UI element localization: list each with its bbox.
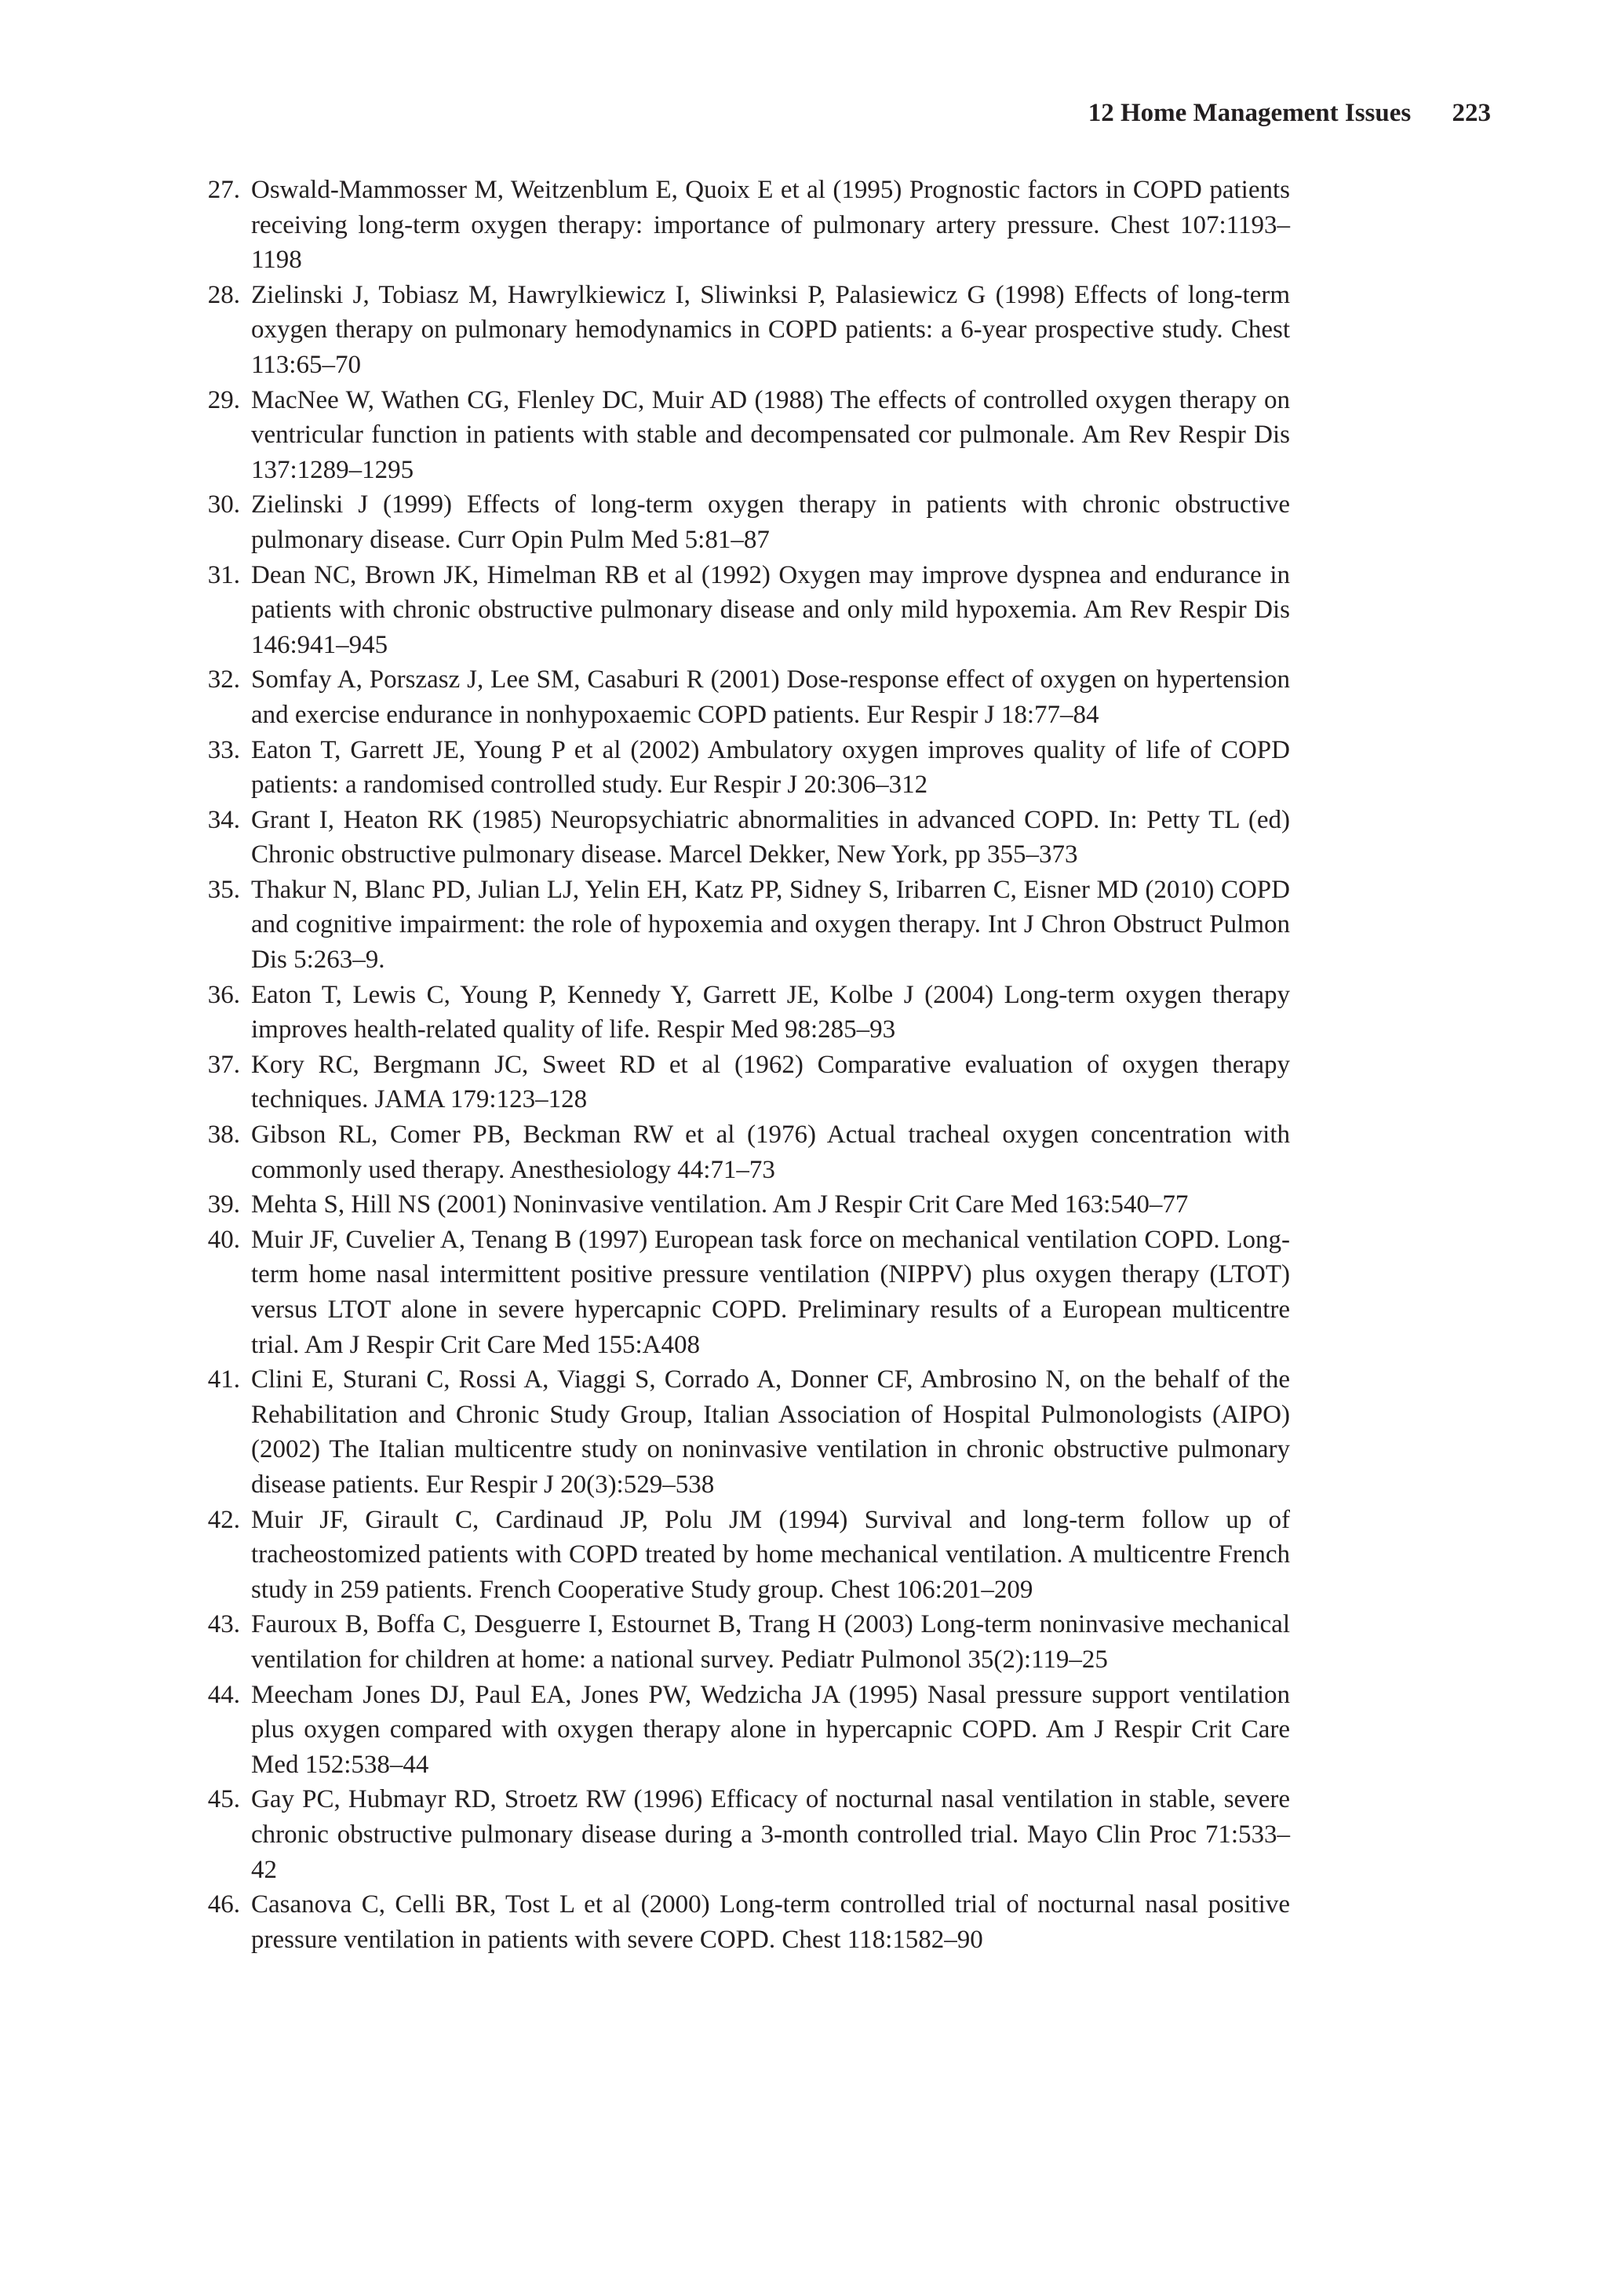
running-head: [1088, 96, 1491, 130]
reference-text: MacNee W, Wathen CG, Flenley DC, Muir AD (1988) The effects of controlled oxygen therapy on ventricular function in patients with stable and decompensated cor pulmonale. Am Rev Respir Dis 137:1289–1295: [251, 385, 1290, 484]
reference-number: 32.: [207, 665, 240, 694]
reference-number: 41.: [207, 1365, 240, 1394]
reference-item: [198, 558, 1290, 663]
reference-text: Eaton T, Garrett JE, Young P et al (2002) Ambulatory oxygen improves quality of life of COPD patients: a randomised controlled study. Eur Respir J 20:306–312: [251, 735, 1290, 800]
reference-number: 31.: [207, 560, 240, 589]
reference-text: Zielinski J, Tobiasz M, Hawrylkiewicz I, Sliwinksi P, Palasiewicz G (1998) Effects of long-term oxygen therapy on pulmonary hemodynamics in COPD patients: a 6-year prospective study. Chest 113:65–70: [251, 280, 1290, 379]
reference-text: Dean NC, Brown JK, Himelman RB et al (1992) Oxygen may improve dyspnea and endurance in patients with chronic obstructive pulmonary disease and only mild hypoxemia. Am Rev Respir Dis 146:941–945: [251, 560, 1290, 659]
reference-text: Mehta S, Hill NS (2001) Noninvasive ventilation. Am J Respir Crit Care Med 163:540–77: [251, 1190, 1189, 1219]
reference-item: [198, 662, 1290, 732]
reference-number: 28.: [207, 280, 240, 309]
reference-text: Oswald-Mammosser M, Weitzenblum E, Quoix E et al (1995) Prognostic factors in COPD patients receiving long-term oxygen therapy: importance of pulmonary artery pressure. Chest 107:1193–1198: [251, 176, 1290, 275]
reference-item: [198, 383, 1290, 488]
reference-number: 43.: [207, 1610, 240, 1639]
page-number: 223: [1452, 99, 1491, 127]
reference-text: Casanova C, Celli BR, Tost L et al (2000) Long-term controlled trial of nocturnal nasal positive pressure ventilation in patients with severe COPD. Chest 118:1582–90: [251, 1890, 1290, 1954]
reference-number: 40.: [207, 1225, 240, 1254]
reference-number: 42.: [207, 1505, 240, 1534]
reference-item: [198, 803, 1290, 873]
reference-item: [198, 733, 1290, 803]
reference-number: 39.: [207, 1190, 240, 1219]
reference-number: 27.: [207, 176, 240, 204]
reference-text: Kory RC, Bergmann JC, Sweet RD et al (1962) Comparative evaluation of oxygen therapy techniques. JAMA 179:123–128: [251, 1050, 1290, 1114]
reference-number: 45.: [207, 1785, 240, 1814]
reference-item: [198, 487, 1290, 557]
reference-item: [198, 1607, 1290, 1677]
reference-item: [198, 978, 1290, 1048]
reference-number: 33.: [207, 735, 240, 764]
reference-item: [198, 1887, 1290, 1957]
reference-list: [198, 173, 1290, 1957]
reference-item: [198, 1362, 1290, 1502]
reference-text: Clini E, Sturani C, Rossi A, Viaggi S, Corrado A, Donner CF, Ambrosino N, on the behalf of the Rehabilitation and Chronic Study Group, Italian Association of Hospital Pulmonologists (AIPO) (2002) The Italian multicentre study on noninvasive ventilation in chronic obstructive pulmonary disease patients. Eur Respir J 20(3):529–538: [251, 1365, 1290, 1499]
reference-number: 37.: [207, 1050, 240, 1079]
reference-number: 30.: [207, 490, 240, 519]
reference-text: Fauroux B, Boffa C, Desguerre I, Estournet B, Trang H (2003) Long-term noninvasive mechanical ventilation for children at home: a national survey. Pediatr Pulmonol 35(2):119–25: [251, 1610, 1290, 1674]
chapter-title: 12 Home Management Issues: [1088, 99, 1412, 127]
reference-item: [198, 1048, 1290, 1117]
reference-text: Muir JF, Cuvelier A, Tenang B (1997) European task force on mechanical ventilation COPD. Long-term home nasal intermittent positive pressure ventilation (NIPPV) plus oxygen therapy (LTOT) versus LTOT alone in severe hypercapnic COPD. Preliminary results of a European multicentre trial. Am J Respir Crit Care Med 155:A408: [251, 1225, 1290, 1359]
reference-number: 36.: [207, 980, 240, 1009]
reference-text: Meecham Jones DJ, Paul EA, Jones PW, Wedzicha JA (1995) Nasal pressure support ventilation plus oxygen compared with oxygen therapy alone in hypercapnic COPD. Am J Respir Crit Care Med 152:538–44: [251, 1680, 1290, 1779]
reference-item: [198, 1503, 1290, 1608]
reference-number: 38.: [207, 1121, 240, 1150]
reference-text: Zielinski J (1999) Effects of long-term oxygen therapy in patients with chronic obstructive pulmonary disease. Curr Opin Pulm Med 5:81–87: [251, 490, 1290, 554]
reference-text: Somfay A, Porszasz J, Lee SM, Casaburi R (2001) Dose-response effect of oxygen on hypertension and exercise endurance in nonhypoxaemic COPD patients. Eur Respir J 18:77–84: [251, 665, 1290, 729]
reference-text: Gay PC, Hubmayr RD, Stroetz RW (1996) Efficacy of nocturnal nasal ventilation in stable, severe chronic obstructive pulmonary disease during a 3-month controlled trial. Mayo Clin Proc 71:533–42: [251, 1785, 1290, 1884]
reference-item: [198, 173, 1290, 278]
reference-item: [198, 873, 1290, 978]
reference-text: Grant I, Heaton RK (1985) Neuropsychiatric abnormalities in advanced COPD. In: Petty TL (ed) Chronic obstructive pulmonary disease. Marcel Dekker, New York, pp 355–373: [251, 805, 1290, 869]
reference-number: 44.: [207, 1680, 240, 1709]
reference-item: [198, 1223, 1290, 1362]
reference-number: 35.: [207, 875, 240, 904]
reference-text: Thakur N, Blanc PD, Julian LJ, Yelin EH, Katz PP, Sidney S, Iribarren C, Eisner MD (2010) COPD and cognitive impairment: the role of hypoxemia and oxygen therapy. Int J Chron Obstruct Pulmon Dis 5:263–9.: [251, 875, 1290, 975]
reference-item: [198, 1117, 1290, 1187]
reference-number: 34.: [207, 805, 240, 834]
reference-text: Gibson RL, Comer PB, Beckman RW et al (1976) Actual tracheal oxygen concentration with commonly used therapy. Anesthesiology 44:71–73: [251, 1121, 1290, 1184]
reference-text: Eaton T, Lewis C, Young P, Kennedy Y, Garrett JE, Kolbe J (2004) Long-term oxygen therapy improves health-related quality of life. Respir Med 98:285–93: [251, 980, 1290, 1044]
reference-text: Muir JF, Girault C, Cardinaud JP, Polu JM (1994) Survival and long-term follow up of tracheostomized patients with COPD treated by home mechanical ventilation. A multicentre French study in 259 patients. French Cooperative Study group. Chest 106:201–209: [251, 1505, 1290, 1604]
reference-item: [198, 1187, 1290, 1223]
reference-item: [198, 278, 1290, 383]
reference-item: [198, 1782, 1290, 1887]
reference-item: [198, 1678, 1290, 1783]
reference-number: 46.: [207, 1890, 240, 1919]
reference-number: 29.: [207, 385, 240, 414]
